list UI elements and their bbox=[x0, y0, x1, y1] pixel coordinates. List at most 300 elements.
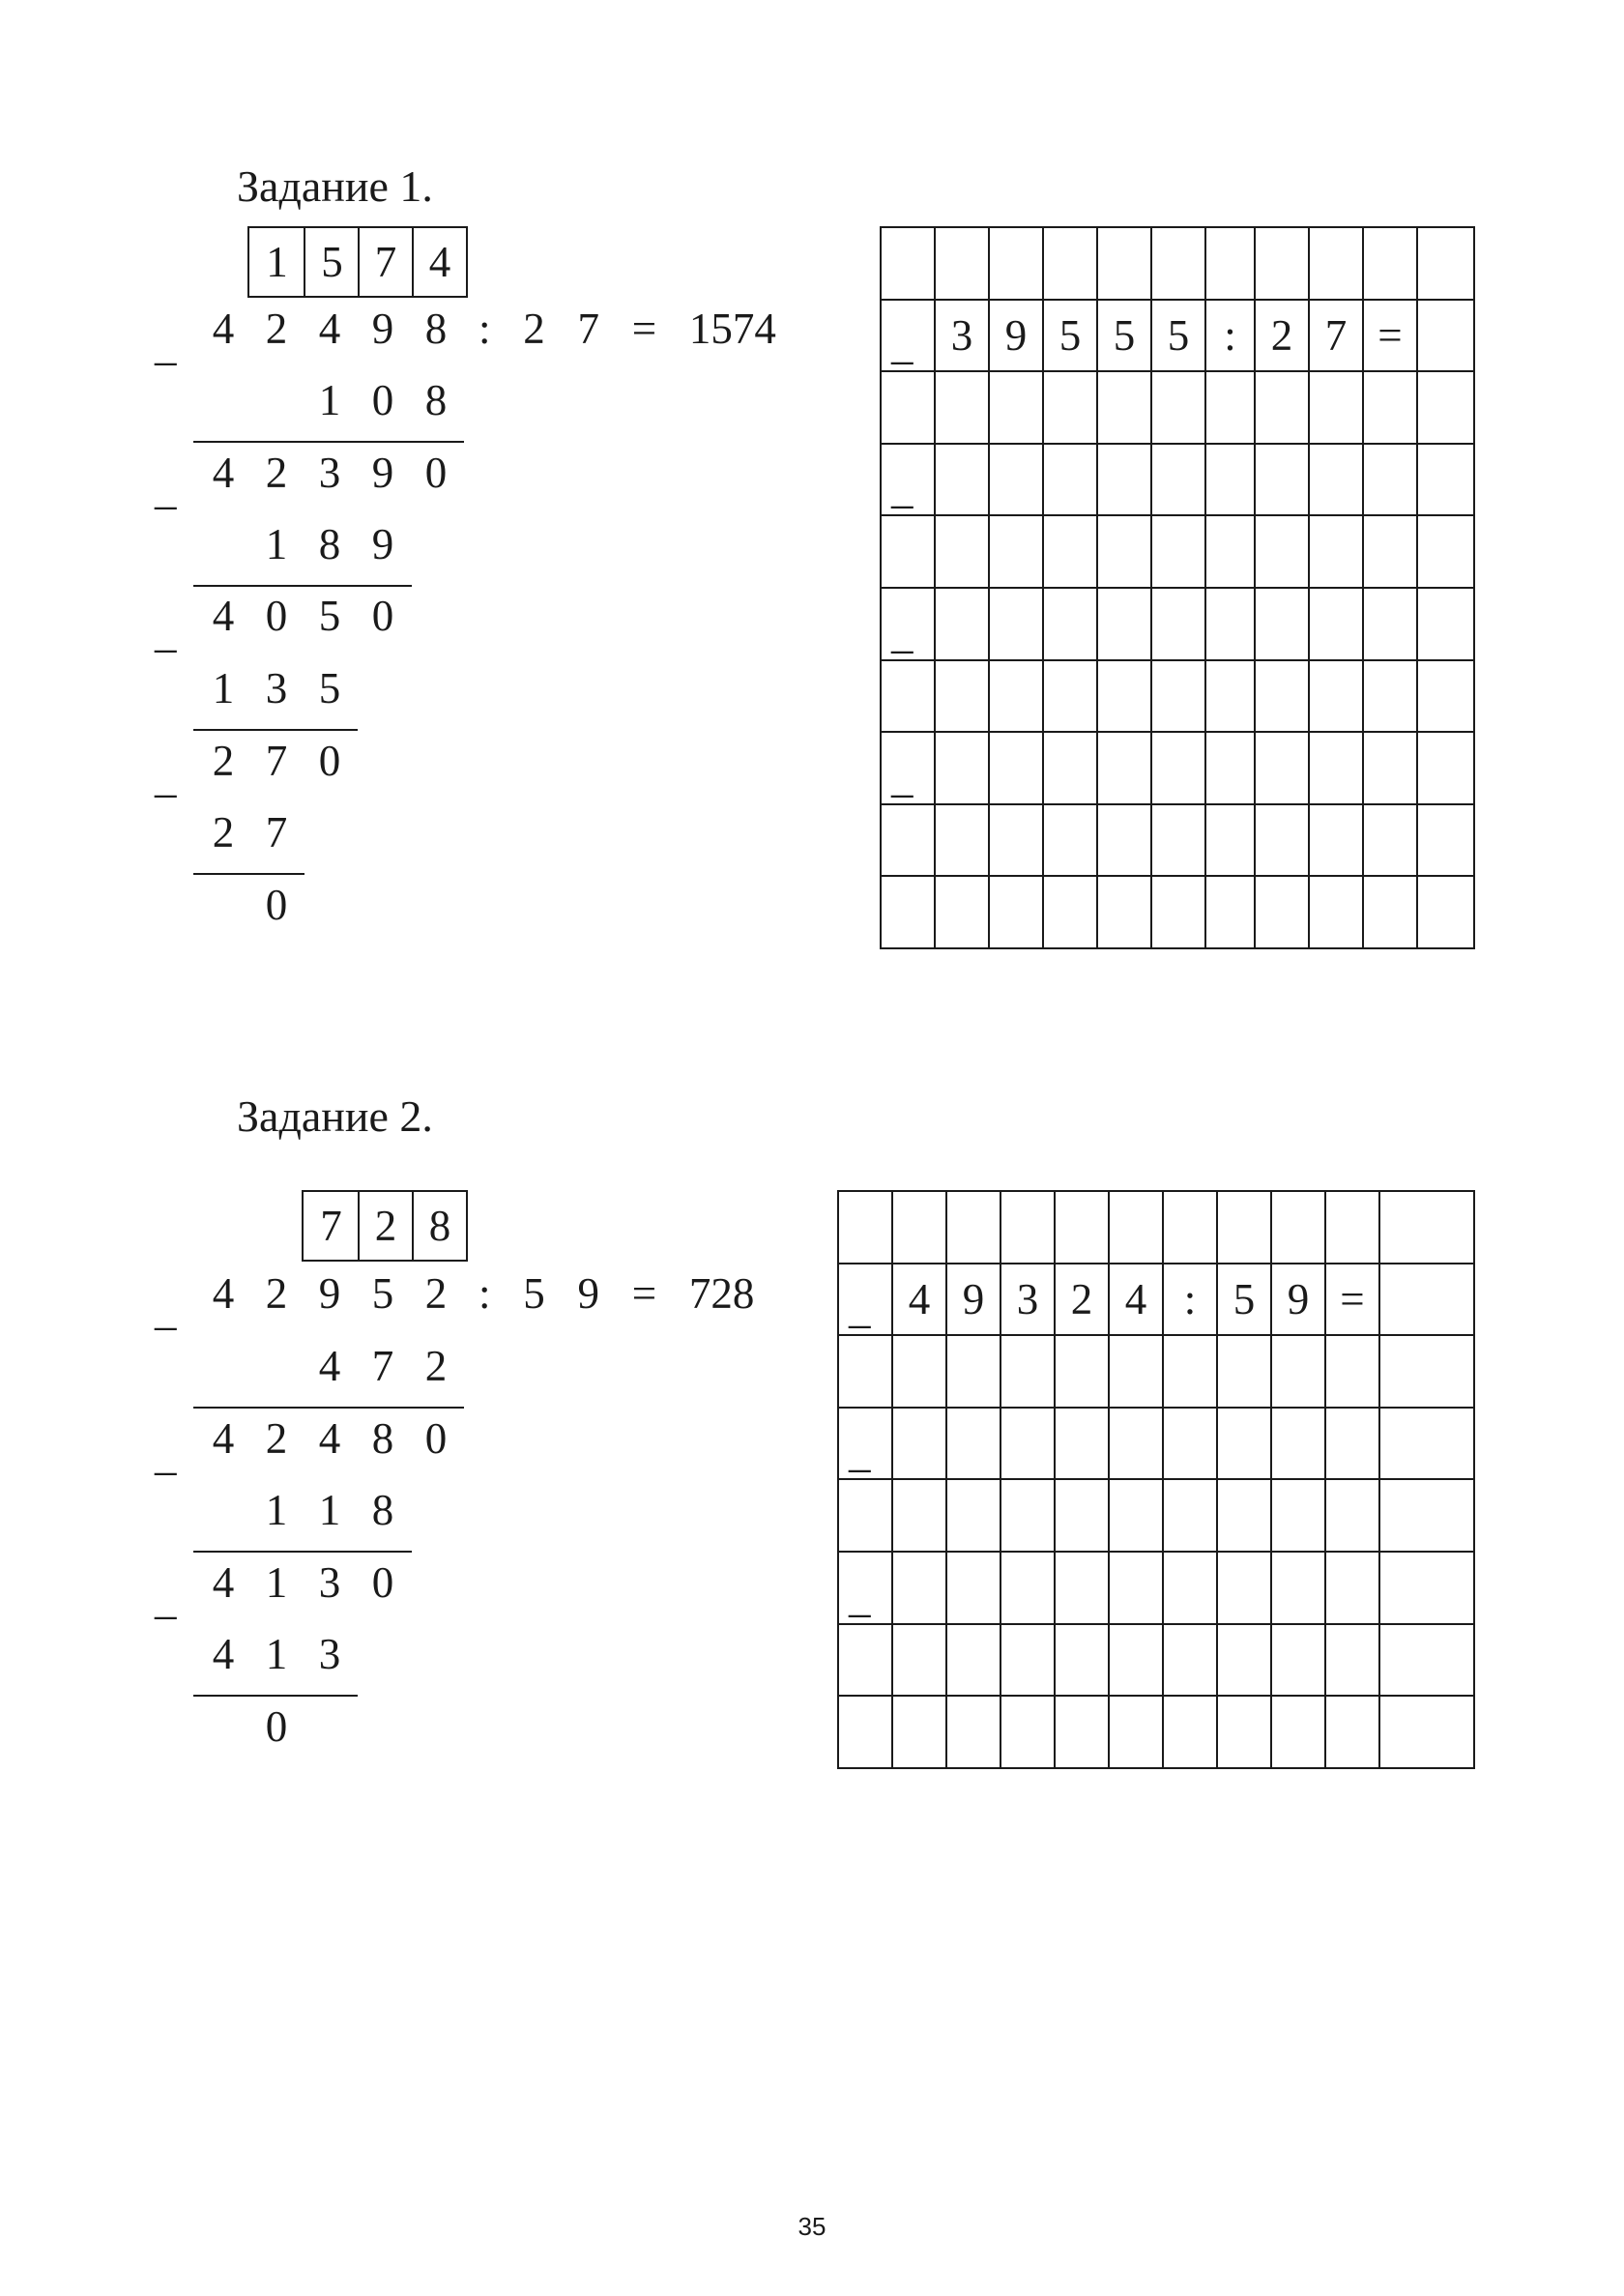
grid-cell[interactable] bbox=[1164, 1625, 1218, 1698]
grid-cell[interactable] bbox=[1001, 1336, 1056, 1409]
grid-cell-text: 2 bbox=[1070, 1274, 1093, 1323]
grid-cell[interactable] bbox=[882, 589, 936, 661]
grid-cell[interactable] bbox=[1206, 805, 1256, 878]
grid-cell-text: 4 bbox=[1124, 1274, 1147, 1323]
grid-cell[interactable] bbox=[1098, 805, 1152, 878]
grid-cell[interactable] bbox=[1098, 589, 1152, 661]
grid-cell[interactable] bbox=[936, 445, 990, 517]
digit: 5 bbox=[371, 1269, 394, 1318]
grid-cell[interactable] bbox=[1380, 1192, 1475, 1264]
grid-row bbox=[882, 733, 1475, 805]
grid-cell[interactable] bbox=[1206, 661, 1256, 734]
grid-cell[interactable] bbox=[882, 805, 936, 878]
grid-cell[interactable] bbox=[1110, 1625, 1164, 1698]
digit: 0 bbox=[318, 737, 341, 785]
grid-cell[interactable] bbox=[1326, 1625, 1380, 1698]
subtraction-line bbox=[193, 729, 358, 731]
grid-cell[interactable] bbox=[1044, 589, 1098, 661]
digit: 0 bbox=[371, 592, 394, 640]
grid-cell[interactable] bbox=[1364, 516, 1418, 589]
digit: 4 bbox=[212, 592, 235, 640]
grid-cell[interactable] bbox=[893, 1409, 947, 1481]
grid-row bbox=[839, 1192, 1475, 1264]
grid-cell[interactable] bbox=[1218, 1264, 1272, 1337]
grid-cell[interactable] bbox=[1001, 1697, 1056, 1769]
grid-cell[interactable] bbox=[1152, 228, 1206, 301]
grid-cell[interactable] bbox=[1364, 661, 1418, 734]
grid-cell[interactable] bbox=[1152, 661, 1206, 734]
grid-cell[interactable] bbox=[947, 1264, 1001, 1337]
minus-sign: _ bbox=[155, 1575, 177, 1623]
grid-cell[interactable] bbox=[1326, 1480, 1380, 1553]
digit: 2 bbox=[265, 305, 288, 353]
grid-cell[interactable] bbox=[1256, 805, 1310, 878]
grid-cell[interactable] bbox=[1001, 1192, 1056, 1264]
grid-cell[interactable] bbox=[893, 1553, 947, 1625]
grid-cell[interactable] bbox=[1364, 445, 1418, 517]
grid-cell[interactable] bbox=[1256, 877, 1310, 949]
grid-cell[interactable] bbox=[1098, 372, 1152, 445]
grid-cell[interactable] bbox=[936, 516, 990, 589]
grid-cell[interactable] bbox=[1056, 1697, 1110, 1769]
grid-cell[interactable] bbox=[1152, 372, 1206, 445]
grid-cell[interactable] bbox=[1310, 805, 1364, 878]
grid-cell[interactable] bbox=[839, 1553, 893, 1625]
grid-cell[interactable] bbox=[882, 877, 936, 949]
grid-cell[interactable] bbox=[1044, 445, 1098, 517]
minus-sign: _ bbox=[849, 1284, 871, 1333]
grid-cell[interactable] bbox=[839, 1264, 893, 1337]
grid-cell[interactable] bbox=[1256, 589, 1310, 661]
work-grid bbox=[837, 1190, 1475, 1769]
grid-cell[interactable] bbox=[882, 445, 936, 517]
grid-cell[interactable] bbox=[1326, 1697, 1380, 1769]
grid-cell-text: 5 bbox=[1167, 310, 1190, 360]
grid-cell[interactable] bbox=[1206, 372, 1256, 445]
grid-cell[interactable] bbox=[1098, 516, 1152, 589]
grid-cell[interactable] bbox=[1218, 1409, 1272, 1481]
grid-cell[interactable] bbox=[1218, 1192, 1272, 1264]
grid-row bbox=[839, 1697, 1475, 1769]
grid-cell[interactable] bbox=[1364, 228, 1418, 301]
digit: 1 bbox=[265, 1558, 288, 1607]
grid-cell[interactable] bbox=[1206, 589, 1256, 661]
digit: 4 bbox=[212, 1558, 235, 1607]
digit: 5 bbox=[318, 664, 341, 712]
grid-cell[interactable] bbox=[1256, 661, 1310, 734]
quotient-digit: 1 bbox=[266, 238, 288, 286]
digit: 0 bbox=[265, 1702, 288, 1751]
grid-cell[interactable] bbox=[1044, 301, 1098, 373]
grid-cell[interactable] bbox=[1056, 1409, 1110, 1481]
grid-cell[interactable] bbox=[1044, 516, 1098, 589]
grid-cell[interactable] bbox=[1364, 301, 1418, 373]
grid-cell[interactable] bbox=[1056, 1336, 1110, 1409]
grid-cell[interactable] bbox=[1326, 1553, 1380, 1625]
grid-cell[interactable] bbox=[1110, 1192, 1164, 1264]
digit: 4 bbox=[318, 305, 341, 353]
grid-cell[interactable] bbox=[893, 1264, 947, 1337]
digit: 4 bbox=[318, 1414, 341, 1463]
grid-cell[interactable] bbox=[1310, 877, 1364, 949]
grid-cell[interactable] bbox=[882, 661, 936, 734]
grid-row bbox=[839, 1480, 1475, 1553]
grid-cell[interactable] bbox=[1098, 301, 1152, 373]
grid-cell[interactable] bbox=[1056, 1553, 1110, 1625]
grid-cell[interactable] bbox=[1256, 733, 1310, 805]
minus-sign: _ bbox=[849, 1428, 871, 1477]
division-rest: : 5 9 = 728 bbox=[478, 1269, 755, 1318]
subtraction-line bbox=[193, 1551, 412, 1553]
division-rest: : 2 7 = 1574 bbox=[478, 305, 776, 353]
grid-cell[interactable] bbox=[947, 1553, 1001, 1625]
grid-cell[interactable] bbox=[1152, 301, 1206, 373]
digit: 4 bbox=[212, 1269, 235, 1318]
grid-cell[interactable] bbox=[1110, 1480, 1164, 1553]
grid-cell[interactable] bbox=[1272, 1697, 1326, 1769]
grid-cell[interactable] bbox=[990, 661, 1044, 734]
grid-cell[interactable] bbox=[1272, 1625, 1326, 1698]
grid-cell[interactable] bbox=[893, 1480, 947, 1553]
grid-cell[interactable] bbox=[1001, 1625, 1056, 1698]
digit: 4 bbox=[212, 305, 235, 353]
grid-cell[interactable] bbox=[882, 516, 936, 589]
grid-cell[interactable] bbox=[1310, 372, 1364, 445]
grid-cell[interactable] bbox=[1164, 1697, 1218, 1769]
digit: 7 bbox=[265, 737, 288, 785]
grid-cell-text: 3 bbox=[950, 310, 973, 360]
digit: 1 bbox=[212, 664, 235, 712]
grid-cell[interactable] bbox=[1310, 733, 1364, 805]
grid-cell[interactable] bbox=[1380, 1264, 1475, 1337]
grid-cell[interactable] bbox=[1380, 1480, 1475, 1553]
grid-cell[interactable] bbox=[1044, 877, 1098, 949]
grid-cell[interactable] bbox=[1056, 1480, 1110, 1553]
quotient-digit: 7 bbox=[374, 238, 397, 286]
grid-cell[interactable] bbox=[936, 661, 990, 734]
grid-cell[interactable] bbox=[1310, 661, 1364, 734]
quotient-digit: 2 bbox=[374, 1202, 397, 1250]
grid-cell[interactable] bbox=[882, 372, 936, 445]
grid-cell[interactable] bbox=[1272, 1480, 1326, 1553]
grid-cell[interactable] bbox=[1110, 1264, 1164, 1337]
grid-cell[interactable] bbox=[990, 372, 1044, 445]
digit: 8 bbox=[371, 1486, 394, 1534]
quotient-digit: 4 bbox=[428, 238, 451, 286]
grid-cell[interactable] bbox=[882, 228, 936, 301]
digit: 7 bbox=[371, 1342, 394, 1390]
task-title: Задание 2. bbox=[237, 1091, 433, 1141]
grid-cell[interactable] bbox=[1056, 1264, 1110, 1337]
digit: 2 bbox=[265, 1414, 288, 1463]
grid-cell[interactable] bbox=[1272, 1336, 1326, 1409]
grid-cell-text: 7 bbox=[1324, 310, 1348, 360]
grid-cell[interactable] bbox=[1001, 1264, 1056, 1337]
minus-sign: _ bbox=[891, 608, 914, 657]
grid-row bbox=[839, 1264, 1475, 1337]
grid-cell[interactable] bbox=[1152, 877, 1206, 949]
grid-cell[interactable] bbox=[1418, 661, 1475, 734]
grid-cell[interactable] bbox=[1056, 1625, 1110, 1698]
grid-cell[interactable] bbox=[1418, 228, 1475, 301]
grid-cell-text: 9 bbox=[1287, 1274, 1310, 1323]
grid-cell[interactable] bbox=[1418, 445, 1475, 517]
grid-cell[interactable] bbox=[1418, 301, 1475, 373]
digit: 3 bbox=[318, 449, 341, 497]
digit: 4 bbox=[318, 1342, 341, 1390]
grid-cell[interactable] bbox=[1218, 1480, 1272, 1553]
grid-cell[interactable] bbox=[1110, 1553, 1164, 1625]
grid-cell[interactable] bbox=[893, 1336, 947, 1409]
grid-cell[interactable] bbox=[936, 301, 990, 373]
minus-sign: _ bbox=[891, 320, 914, 369]
grid-cell[interactable] bbox=[839, 1336, 893, 1409]
grid-cell[interactable] bbox=[893, 1625, 947, 1698]
grid-cell[interactable] bbox=[1044, 372, 1098, 445]
digit: 2 bbox=[424, 1269, 448, 1318]
grid-cell[interactable] bbox=[1218, 1553, 1272, 1625]
grid-cell[interactable] bbox=[1310, 301, 1364, 373]
grid-cell[interactable] bbox=[893, 1192, 947, 1264]
grid-cell[interactable] bbox=[1256, 228, 1310, 301]
grid-cell[interactable] bbox=[1001, 1409, 1056, 1481]
grid-cell[interactable] bbox=[1272, 1192, 1326, 1264]
quotient-digit: 8 bbox=[428, 1202, 451, 1250]
grid-cell[interactable] bbox=[947, 1480, 1001, 1553]
digit: 2 bbox=[265, 449, 288, 497]
grid-cell[interactable] bbox=[1364, 733, 1418, 805]
digit: 0 bbox=[371, 376, 394, 424]
grid-cell-text: 9 bbox=[962, 1274, 985, 1323]
grid-cell[interactable] bbox=[1326, 1336, 1380, 1409]
grid-cell[interactable] bbox=[1110, 1409, 1164, 1481]
grid-cell[interactable] bbox=[1418, 733, 1475, 805]
grid-cell[interactable] bbox=[1164, 1480, 1218, 1553]
grid-cell[interactable] bbox=[1110, 1336, 1164, 1409]
digit: 0 bbox=[424, 449, 448, 497]
quotient-digit: 7 bbox=[320, 1202, 342, 1250]
grid-cell[interactable] bbox=[1206, 733, 1256, 805]
digit: 4 bbox=[212, 1630, 235, 1678]
grid-cell[interactable] bbox=[1380, 1697, 1475, 1769]
grid-cell-text: 5 bbox=[1113, 310, 1136, 360]
grid-cell[interactable] bbox=[1310, 516, 1364, 589]
grid-cell[interactable] bbox=[936, 805, 990, 878]
grid-cell[interactable] bbox=[1152, 589, 1206, 661]
grid-cell[interactable] bbox=[1206, 228, 1256, 301]
grid-cell[interactable] bbox=[1044, 661, 1098, 734]
grid-cell[interactable] bbox=[1152, 516, 1206, 589]
grid-row bbox=[882, 661, 1475, 734]
minus-sign: _ bbox=[155, 753, 177, 801]
grid-cell[interactable] bbox=[1206, 301, 1256, 373]
subtraction-line bbox=[193, 1695, 358, 1697]
digit: 2 bbox=[424, 1342, 448, 1390]
grid-cell[interactable] bbox=[1152, 805, 1206, 878]
grid-cell[interactable] bbox=[1152, 445, 1206, 517]
grid-cell[interactable] bbox=[1098, 228, 1152, 301]
grid-row bbox=[882, 372, 1475, 445]
grid-row bbox=[882, 228, 1475, 301]
grid-row bbox=[882, 445, 1475, 517]
grid-cell[interactable] bbox=[1001, 1480, 1056, 1553]
grid-cell[interactable] bbox=[1098, 877, 1152, 949]
grid-cell[interactable] bbox=[1164, 1336, 1218, 1409]
grid-cell[interactable] bbox=[990, 301, 1044, 373]
grid-cell[interactable] bbox=[1164, 1409, 1218, 1481]
minus-sign: _ bbox=[849, 1572, 871, 1621]
grid-cell[interactable] bbox=[947, 1409, 1001, 1481]
grid-cell[interactable] bbox=[1206, 516, 1256, 589]
grid-cell[interactable] bbox=[936, 228, 990, 301]
digit: 0 bbox=[424, 1414, 448, 1463]
grid-cell-text: : bbox=[1224, 310, 1236, 360]
grid-cell[interactable] bbox=[1098, 445, 1152, 517]
grid-cell[interactable] bbox=[1044, 228, 1098, 301]
grid-cell[interactable] bbox=[1380, 1625, 1475, 1698]
digit: 7 bbox=[265, 808, 288, 857]
grid-cell[interactable] bbox=[1326, 1264, 1380, 1337]
grid-cell[interactable] bbox=[1310, 589, 1364, 661]
quotient-box bbox=[247, 226, 468, 298]
digit: 1 bbox=[265, 1630, 288, 1678]
grid-cell[interactable] bbox=[1164, 1553, 1218, 1625]
grid-cell[interactable] bbox=[1218, 1336, 1272, 1409]
grid-cell[interactable] bbox=[893, 1697, 947, 1769]
grid-cell[interactable] bbox=[1380, 1409, 1475, 1481]
grid-cell[interactable] bbox=[990, 877, 1044, 949]
digit: 8 bbox=[424, 376, 448, 424]
digit: 1 bbox=[265, 520, 288, 568]
grid-cell[interactable] bbox=[947, 1625, 1001, 1698]
digit: 8 bbox=[318, 520, 341, 568]
subtraction-line bbox=[193, 585, 412, 587]
grid-cell[interactable] bbox=[1206, 445, 1256, 517]
grid-cell[interactable] bbox=[1380, 1336, 1475, 1409]
grid-cell[interactable] bbox=[990, 228, 1044, 301]
grid-cell[interactable] bbox=[839, 1697, 893, 1769]
digit: 2 bbox=[212, 737, 235, 785]
grid-cell[interactable] bbox=[1364, 877, 1418, 949]
grid-cell[interactable] bbox=[1256, 445, 1310, 517]
digit: 2 bbox=[212, 808, 235, 857]
grid-cell[interactable] bbox=[1310, 228, 1364, 301]
grid-cell[interactable] bbox=[1418, 372, 1475, 445]
grid-cell[interactable] bbox=[947, 1336, 1001, 1409]
work-grid bbox=[880, 226, 1475, 949]
grid-row bbox=[882, 877, 1475, 949]
digit: 8 bbox=[371, 1414, 394, 1463]
grid-cell[interactable] bbox=[882, 301, 936, 373]
grid-cell[interactable] bbox=[1364, 805, 1418, 878]
grid-cell[interactable] bbox=[936, 372, 990, 445]
grid-cell-text: 3 bbox=[1016, 1274, 1039, 1323]
grid-cell[interactable] bbox=[1418, 805, 1475, 878]
grid-cell[interactable] bbox=[1110, 1697, 1164, 1769]
digit: 0 bbox=[265, 881, 288, 929]
grid-cell[interactable] bbox=[990, 805, 1044, 878]
quotient-box bbox=[302, 1190, 468, 1262]
grid-cell[interactable] bbox=[990, 445, 1044, 517]
minus-sign: _ bbox=[155, 321, 177, 369]
grid-cell[interactable] bbox=[1218, 1625, 1272, 1698]
grid-row bbox=[839, 1409, 1475, 1481]
grid-cell[interactable] bbox=[1272, 1409, 1326, 1481]
grid-cell[interactable] bbox=[1256, 516, 1310, 589]
grid-cell[interactable] bbox=[1056, 1192, 1110, 1264]
grid-cell[interactable] bbox=[1098, 733, 1152, 805]
grid-cell[interactable] bbox=[839, 1192, 893, 1264]
minus-sign: _ bbox=[155, 1286, 177, 1334]
digit: 9 bbox=[371, 305, 394, 353]
grid-cell[interactable] bbox=[1364, 589, 1418, 661]
grid-cell[interactable] bbox=[1272, 1553, 1326, 1625]
digit: 3 bbox=[318, 1558, 341, 1607]
grid-row bbox=[839, 1553, 1475, 1625]
grid-cell[interactable] bbox=[1326, 1192, 1380, 1264]
grid-cell[interactable] bbox=[1256, 372, 1310, 445]
grid-cell-text: = bbox=[1340, 1274, 1365, 1323]
grid-cell[interactable] bbox=[947, 1697, 1001, 1769]
grid-cell[interactable] bbox=[1310, 445, 1364, 517]
grid-cell[interactable] bbox=[839, 1480, 893, 1553]
digit: 1 bbox=[318, 376, 341, 424]
grid-cell[interactable] bbox=[1380, 1553, 1475, 1625]
grid-cell[interactable] bbox=[1098, 661, 1152, 734]
grid-row bbox=[882, 589, 1475, 661]
digit: 0 bbox=[265, 592, 288, 640]
grid-cell[interactable] bbox=[1418, 516, 1475, 589]
grid-cell[interactable] bbox=[1001, 1553, 1056, 1625]
grid-cell[interactable] bbox=[1164, 1264, 1218, 1337]
grid-cell[interactable] bbox=[882, 733, 936, 805]
minus-sign: _ bbox=[155, 608, 177, 656]
grid-cell[interactable] bbox=[1152, 733, 1206, 805]
minus-sign: _ bbox=[155, 1431, 177, 1479]
minus-sign: _ bbox=[891, 752, 914, 801]
grid-cell[interactable] bbox=[936, 877, 990, 949]
grid-cell-text: : bbox=[1183, 1274, 1197, 1323]
digit: 1 bbox=[265, 1486, 288, 1534]
grid-cell[interactable] bbox=[1044, 805, 1098, 878]
grid-cell[interactable] bbox=[1326, 1409, 1380, 1481]
grid-cell[interactable] bbox=[1256, 301, 1310, 373]
grid-cell[interactable] bbox=[839, 1409, 893, 1481]
grid-cell[interactable] bbox=[990, 516, 1044, 589]
subtraction-line bbox=[193, 441, 464, 443]
grid-cell-text: 5 bbox=[1058, 310, 1082, 360]
grid-cell[interactable] bbox=[936, 733, 990, 805]
grid-cell[interactable] bbox=[1206, 877, 1256, 949]
grid-cell[interactable] bbox=[990, 733, 1044, 805]
grid-cell[interactable] bbox=[990, 589, 1044, 661]
grid-cell[interactable] bbox=[1272, 1264, 1326, 1337]
grid-row bbox=[882, 301, 1475, 373]
digit: 3 bbox=[318, 1630, 341, 1678]
grid-cell[interactable] bbox=[1164, 1192, 1218, 1264]
grid-cell[interactable] bbox=[947, 1192, 1001, 1264]
grid-cell[interactable] bbox=[1218, 1697, 1272, 1769]
grid-cell[interactable] bbox=[1418, 589, 1475, 661]
grid-cell[interactable] bbox=[1364, 372, 1418, 445]
digit: 9 bbox=[371, 520, 394, 568]
grid-cell[interactable] bbox=[1418, 877, 1475, 949]
grid-cell[interactable] bbox=[839, 1625, 893, 1698]
grid-cell[interactable] bbox=[1044, 733, 1098, 805]
grid-cell[interactable] bbox=[936, 589, 990, 661]
grid-row bbox=[882, 805, 1475, 878]
grid-cell-text: 9 bbox=[1004, 310, 1028, 360]
